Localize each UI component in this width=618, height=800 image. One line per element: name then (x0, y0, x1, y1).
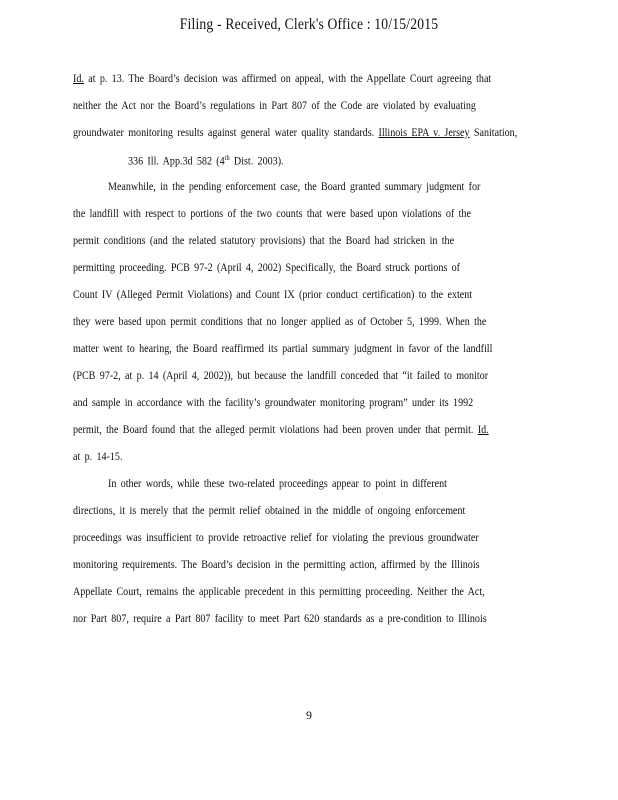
text-line: nor Part 807, require a Part 807 facility to meet Part 620 standards as a pre-condition to Illinois (73, 613, 487, 625)
text-line: and sample in accordance with the facility’s groundwater monitoring program” under its 1992 (73, 397, 474, 409)
text-line: the landfill with respect to portions of the two counts that were based upon violations of the (73, 208, 471, 220)
text-line: permitting proceeding. PCB 97-2 (April 4, 2002) Specifically, the Board struck portions of (73, 262, 460, 274)
page-number: 9 (306, 708, 312, 722)
text-span: Sanitation, (469, 127, 518, 139)
text-line (73, 424, 489, 436)
text-line (73, 73, 491, 85)
text-span: 336 Ill. App.3d 582 (4 (128, 155, 225, 168)
text-line: they were based upon permit conditions that no longer applied as of October 5, 1999. When the (73, 316, 487, 328)
text-line: permit conditions (and the related statutory provisions) that the Board had stricken in the (73, 235, 455, 247)
text-line (73, 127, 517, 139)
superscript: th (224, 154, 230, 162)
text-line: at p. 14-15. (73, 451, 123, 463)
text-span: Dist. 2003). (229, 155, 284, 168)
text-span: at p. 13. The Board’s decision was affirmed on appeal, with the Appellate Court agreeing that (83, 73, 492, 85)
text-span: groundwater monitoring results against general water quality standards. (73, 127, 379, 139)
text-line: directions, it is merely that the permit relief obtained in the middle of ongoing enforcement (73, 505, 466, 517)
text-line: neither the Act nor the Board’s regulations in Part 807 of the Code are violated by evaluating (73, 100, 476, 112)
text-line: Appellate Court, remains the applicable precedent in this permitting proceeding. Neither the Act, (73, 586, 485, 598)
text-line: (PCB 97-2, at p. 14 (April 4, 2002)), but because the landfill conceded that “it failed to monitor (73, 370, 489, 382)
text-line: proceedings was insufficient to provide retroactive relief for violating the previous groundwater (73, 532, 479, 544)
case-citation: Illinois EPA v. Jersey (378, 127, 470, 139)
text-line: matter went to hearing, the Board reaffirmed its partial summary judgment in favor of the landfill (73, 343, 493, 355)
text-line: Meanwhile, in the pending enforcement case, the Board granted summary judgment for (108, 181, 481, 193)
text-line: Count IV (Alleged Permit Violations) and Count IX (prior conduct certification) to the extent (73, 289, 473, 301)
text-span: permit, the Board found that the alleged permit violations had been proven under that permit. (73, 424, 478, 436)
text-line (128, 154, 284, 168)
citation-id: Id. (73, 73, 84, 85)
citation-id: Id. (477, 424, 489, 436)
text-line: In other words, while these two-related proceedings appear to point in different (108, 478, 447, 490)
text-line: monitoring requirements. The Board’s decision in the permitting action, affirmed by the Illinois (73, 559, 480, 571)
filing-header: Filing - Received, Clerk's Office : 10/15/2015 (179, 16, 439, 33)
